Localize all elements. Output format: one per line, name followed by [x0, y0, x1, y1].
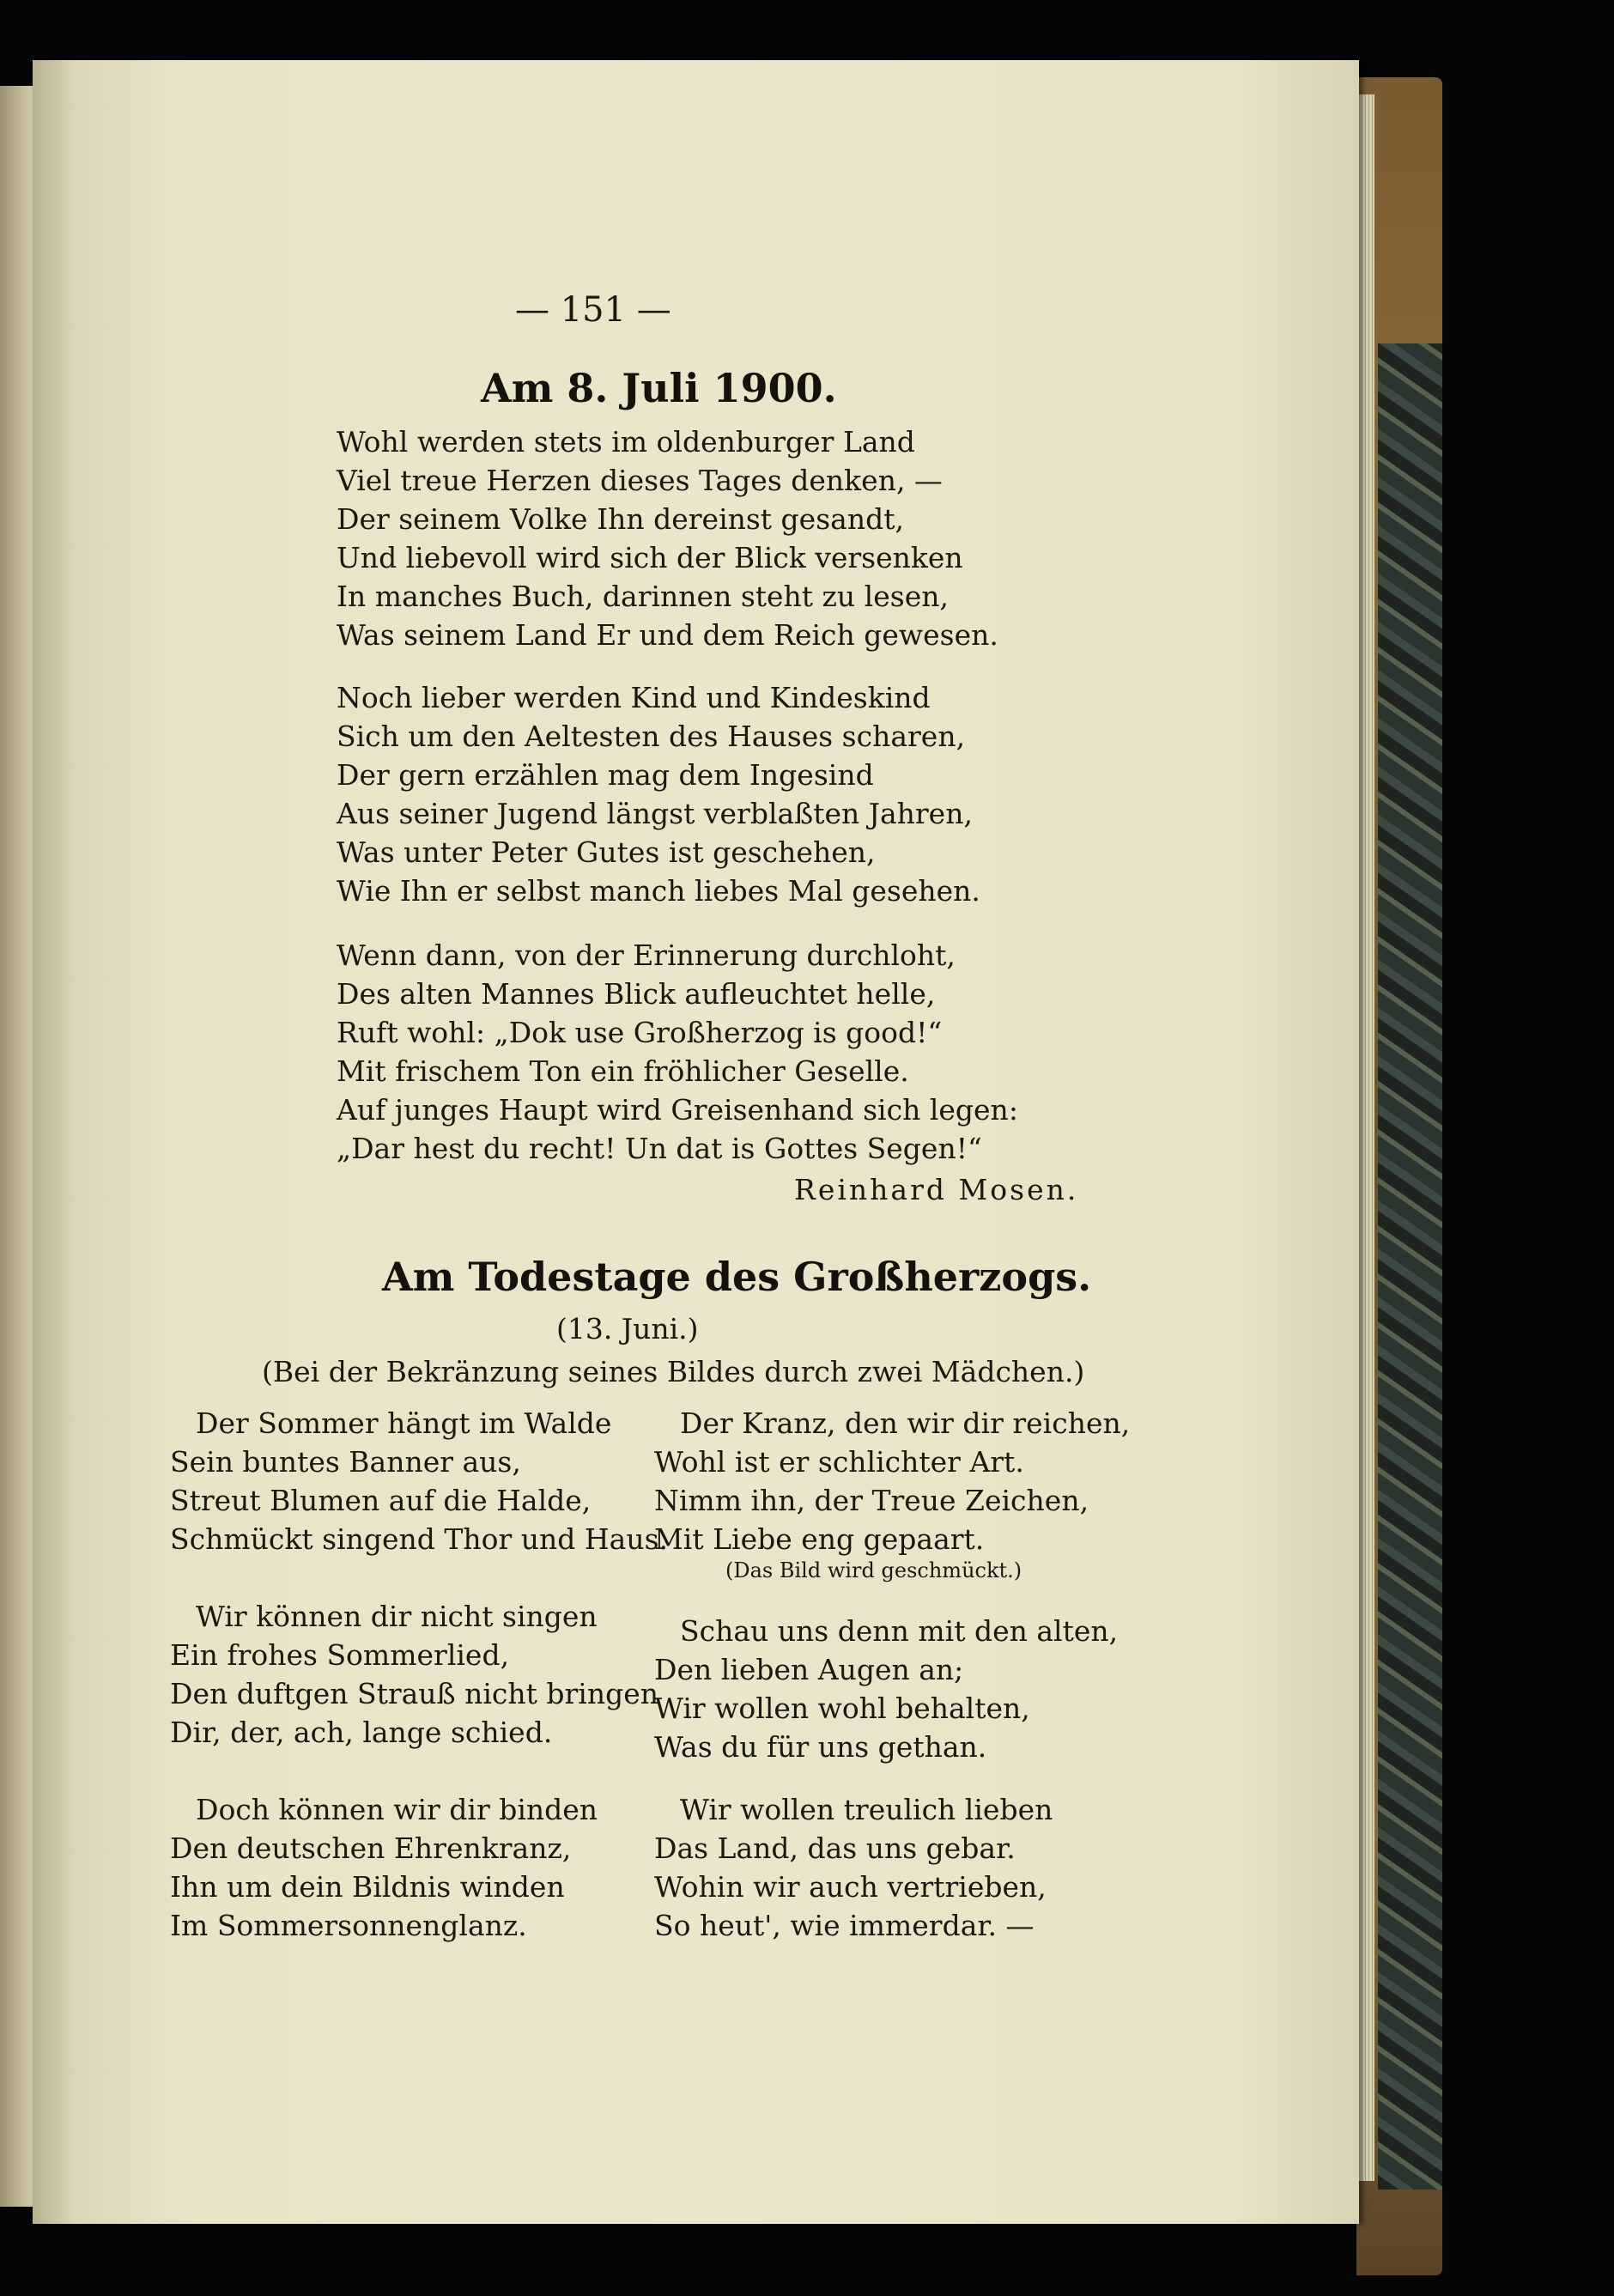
verse-line: Mit Liebe eng gepaart. [654, 1522, 985, 1556]
verse-line: Was seinem Land Er und dem Reich gewesen. [337, 618, 998, 652]
verse-line: „Dar hest du recht! Un dat is Gottes Segen!“ [337, 1132, 982, 1165]
verse-line: Der seinem Volke Ihn dereinst gesandt, [337, 502, 904, 536]
poem1-author: Reinhard Mosen. [794, 1173, 1079, 1206]
page-stack-edge [1359, 94, 1374, 2181]
poem1-stanza-1 [337, 422, 998, 654]
poem1-stanza-2 [337, 678, 980, 910]
verse-line: Mit frischem Ton ein fröhlicher Geselle. [337, 1054, 909, 1088]
poem2-date: (13. Juni.) [556, 1312, 699, 1345]
verse-line: Doch können wir dir binden [196, 1793, 598, 1826]
verse-line: Wir können dir nicht singen [196, 1600, 598, 1633]
verse-line: Das Land, das uns gebar. [654, 1831, 1016, 1865]
poem1-title: Am 8. Juli 1900. [481, 365, 837, 411]
poem2-left-stanza-3 [170, 1790, 598, 1945]
verse-line: Was unter Peter Gutes ist geschehen, [337, 835, 876, 869]
verse-line: Der Kranz, den wir dir reichen, [680, 1406, 1131, 1440]
verse-line: Wir wollen wohl behalten, [654, 1692, 1030, 1725]
verse-line: Streut Blumen auf die Halde, [170, 1484, 592, 1517]
verse-line: Den deutschen Ehrenkranz, [170, 1831, 572, 1865]
verse-line: Wenn dann, von der Erinnerung durchloht, [337, 938, 956, 972]
poem2-title: Am Todestage des Großherzogs. [382, 1254, 1092, 1300]
poem2-left-stanza-1 [170, 1404, 668, 1558]
verse-line: Wohl ist er schlichter Art. [654, 1445, 1024, 1479]
verse-line: Schau uns denn mit den alten, [680, 1614, 1119, 1648]
verse-line: Ein frohes Sommerlied, [170, 1638, 510, 1672]
verse-line: Wohl werden stets im oldenburger Land [337, 425, 915, 459]
page-number: — 151 — [515, 290, 671, 330]
verse-line: Dir, der, ach, lange schied. [170, 1716, 553, 1749]
verse-line: Ruft wohl: „Dok use Großherzog is good!“ [337, 1016, 943, 1049]
verse-line: Sich um den Aeltesten des Hauses scharen, [337, 720, 966, 753]
verse-line: Der gern erzählen mag dem Ingesind [337, 758, 874, 792]
verse-line: Auf junges Haupt wird Greisenhand sich legen: [337, 1093, 1018, 1127]
verse-line: Wir wollen treulich lieben [680, 1793, 1053, 1826]
verse-line: Schmückt singend Thor und Haus. [170, 1522, 669, 1556]
verse-line: Und liebevoll wird sich der Blick versenken [337, 541, 963, 574]
verse-line: So heut', wie immerdar. — [654, 1909, 1035, 1942]
verse-line: Den lieben Augen an; [654, 1653, 964, 1686]
poem1-stanza-3 [337, 936, 1018, 1168]
verse-line: In manches Buch, darinnen steht zu lesen, [337, 580, 949, 613]
verse-line: Wohin wir auch vertrieben, [654, 1870, 1047, 1904]
verse-line: Was du für uns gethan. [654, 1730, 987, 1764]
verse-line: Sein buntes Banner aus, [170, 1445, 521, 1479]
verse-line: Ihn um dein Bildnis winden [170, 1870, 565, 1904]
poem2-right-stanza-1 [654, 1404, 1130, 1558]
stage-direction: (Das Bild wird geschmückt.) [725, 1558, 1022, 1582]
verse-line: Der Sommer hängt im Walde [196, 1406, 612, 1440]
verse-line: Nimm ihn, der Treue Zeichen, [654, 1484, 1089, 1517]
poem2-occasion: (Bei der Bekränzung seines Bildes durch zwei Mädchen.) [262, 1355, 1085, 1388]
verse-line: Im Sommersonnenglanz. [170, 1909, 527, 1942]
verse-line: Viel treue Herzen dieses Tages denken, — [337, 464, 943, 497]
poem2-left-stanza-2 [170, 1597, 658, 1752]
marbled-endpaper [1378, 343, 1442, 2190]
verse-line: Den duftgen Strauß nicht bringen [170, 1677, 658, 1710]
poem2-right-stanza-3 [654, 1790, 1053, 1945]
poem2-right-stanza-2 [654, 1612, 1118, 1766]
verse-line: Des alten Mannes Blick aufleuchtet helle, [337, 977, 936, 1011]
verse-line: Noch lieber werden Kind und Kindeskind [337, 681, 931, 714]
verse-line: Aus seiner Jugend längst verblaßten Jahren, [337, 797, 973, 830]
verse-line: Wie Ihn er selbst manch liebes Mal gesehen. [337, 874, 980, 908]
